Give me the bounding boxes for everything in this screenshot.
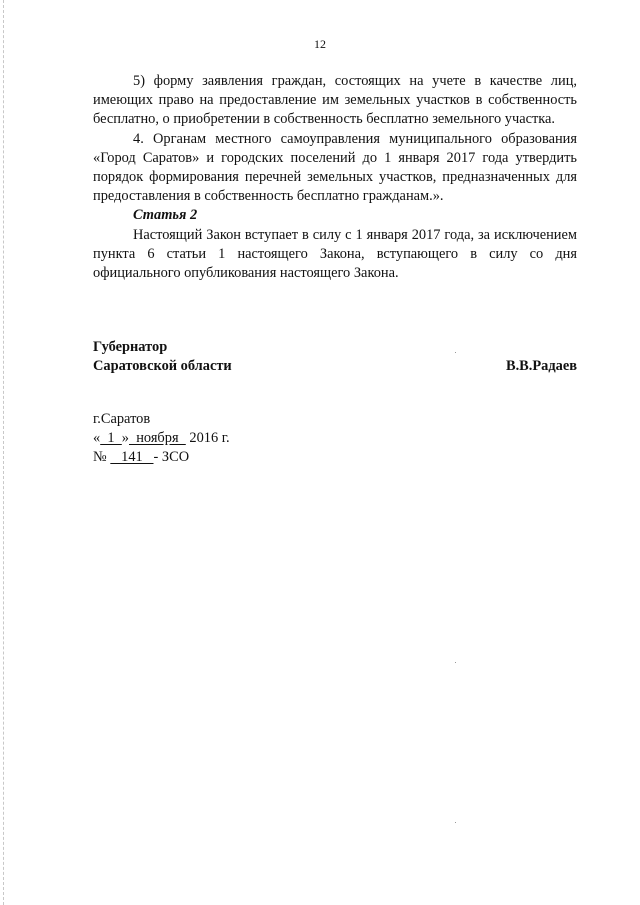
number-line <box>93 448 230 467</box>
date-month: ноября <box>129 430 186 446</box>
law-text <box>93 72 577 283</box>
signature-block <box>93 338 577 376</box>
city-line: г.Саратов <box>93 411 151 427</box>
article-heading: Статья 2 <box>133 207 198 224</box>
date-line <box>93 429 230 448</box>
paragraph-item-4: 4. Органам местного самоуправления муниципального образования «Город Саратов» и городских поселений до 1 января 2017 года утвердить порядок формирования перечней земельных участков, предназначенных для предоставления в собственность бесплатно гражданам.». <box>93 130 577 205</box>
page-number: 12 <box>314 37 326 51</box>
signatory-name: В.В.Радаев <box>505 358 577 374</box>
article-text: Настоящий Закон вступает в силу с 1 января 2017 года, за исключением пункта 6 статьи 1 настоящего Закона, вступающего в силу со дня официального опубликования настоящего Закона. <box>93 226 577 282</box>
signatory-region: Саратовской области <box>93 358 232 374</box>
signatory-title: Губернатор <box>93 339 168 355</box>
number-suffix: - ЗСО <box>153 449 190 465</box>
scan-edge-line <box>3 0 4 905</box>
scan-speck <box>455 352 456 353</box>
document-number: 141 <box>110 449 154 465</box>
paragraph-item-5: 5) форму заявления граждан, состоящих на учете в качестве лиц, имеющих право на предоставление им земельных участков в собственность бесплатно, о приобретении в собственность бесплатно земельного участка. <box>93 73 577 128</box>
document-footer <box>93 410 230 467</box>
scan-speck <box>455 662 456 663</box>
date-day: 1 <box>100 430 122 446</box>
date-year: 2016 г. <box>185 430 230 446</box>
scan-speck <box>455 822 456 823</box>
date-open-quote: « <box>93 430 101 446</box>
date-close-quote: » <box>121 430 129 446</box>
number-prefix: № <box>93 449 111 465</box>
